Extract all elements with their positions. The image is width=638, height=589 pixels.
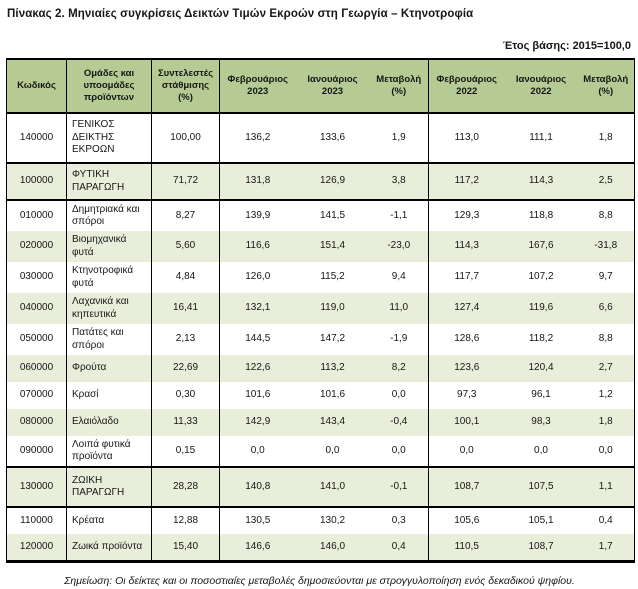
table-row xyxy=(7,324,635,355)
cell-weight: 0,15 xyxy=(152,436,220,467)
cell-feb2022: 128,6 xyxy=(454,333,480,345)
cell-weight: 8,27 xyxy=(152,200,220,231)
cell-feb2022: 108,7 xyxy=(429,467,505,507)
cell-change2023: 3,8 xyxy=(370,163,429,200)
cell-feb2023: 126,0 xyxy=(245,271,271,283)
cell-change2022: 0,0 xyxy=(598,444,613,456)
cell-change2023: -1,1 xyxy=(370,200,429,231)
cell-jan2022: 114,3 xyxy=(505,163,578,200)
cell-feb2022: 117,7 xyxy=(454,271,479,283)
cell-jan2022: 107,2 xyxy=(528,271,554,283)
cell-change2023: 0,0 xyxy=(370,382,429,409)
cell-feb2023: 136,2 xyxy=(220,113,296,163)
cell-change2023: 0,0 xyxy=(370,436,429,467)
table-row xyxy=(7,200,635,231)
cell-jan2023: 147,2 xyxy=(319,333,346,345)
cell-name: Κρασί xyxy=(67,382,152,409)
cell-feb2022: 114,3 xyxy=(429,231,505,262)
cell-name: Κτηνοτροφικά φυτά xyxy=(67,262,152,293)
cell-jan2022: 167,6 xyxy=(505,231,578,262)
cell-feb2022: 97,3 xyxy=(457,389,477,401)
table-row xyxy=(7,231,635,262)
cell-change2022: 8,8 xyxy=(598,333,613,345)
cell-change2023: 0,4 xyxy=(370,534,429,561)
cell-code: 100000 xyxy=(7,163,67,200)
cell-code: 050000 xyxy=(7,324,67,355)
column-header-jan2023: Ιανουάριος 2023 xyxy=(296,59,370,113)
cell-jan2023: 115,2 xyxy=(320,271,345,283)
cell-weight: 5,60 xyxy=(152,231,220,262)
table-row xyxy=(7,355,635,382)
cell-jan2022: 107,5 xyxy=(505,467,578,507)
cell-jan2023: 130,2 xyxy=(319,514,346,526)
cell-weight: 2,13 xyxy=(152,324,220,355)
cell-change2023: -23,0 xyxy=(370,231,429,262)
cell-code: 060000 xyxy=(7,355,67,382)
cell-jan2022: 96,1 xyxy=(531,389,551,401)
cell-jan2022: 118,8 xyxy=(528,209,554,221)
cell-feb2023: 144,5 xyxy=(245,333,271,345)
cell-change2022: 2,7 xyxy=(578,355,635,382)
cell-code: 080000 xyxy=(7,409,67,436)
cell-change2023: -1,9 xyxy=(370,324,429,355)
cell-weight: 15,40 xyxy=(152,534,220,561)
cell-jan2022: 98,3 xyxy=(505,409,578,436)
cell-name: Λοιπά φυτικά προϊόντα xyxy=(67,436,152,467)
cell-feb2023: 101,6 xyxy=(245,389,271,401)
cell-change2022: -31,8 xyxy=(578,231,635,262)
cell-change2022: 8,8 xyxy=(598,209,613,221)
cell-name: Φρούτα xyxy=(67,355,152,382)
cell-jan2022: 108,7 xyxy=(505,534,578,561)
cell-change2022: 1,7 xyxy=(578,534,635,561)
cell-code: 030000 xyxy=(7,262,67,293)
cell-change2022: 6,6 xyxy=(578,293,635,324)
cell-weight: 0,30 xyxy=(152,382,220,409)
table-row-animal-production xyxy=(7,467,635,507)
table-row-general-index xyxy=(7,113,635,163)
cell-feb2022: 110,5 xyxy=(429,534,505,561)
cell-code: 120000 xyxy=(7,534,67,561)
cell-feb2022: 129,3 xyxy=(454,209,480,221)
cell-change2022: 2,5 xyxy=(578,163,635,200)
column-header-code: Κωδικός xyxy=(7,59,67,113)
cell-feb2022: 0,0 xyxy=(459,444,474,456)
base-year-label: Έτος βάσης: 2015=100,0 xyxy=(502,40,631,52)
cell-feb2023: 0,0 xyxy=(250,444,265,456)
cell-name: Πατάτες και σπόροι xyxy=(67,324,152,355)
cell-change2022: 1,8 xyxy=(578,409,635,436)
cell-weight: 100,00 xyxy=(152,113,220,163)
cell-weight: 71,72 xyxy=(152,163,220,200)
table-row xyxy=(7,507,635,534)
cell-change2022: 9,7 xyxy=(598,271,613,283)
cell-jan2023: 119,0 xyxy=(296,293,370,324)
cell-code: 130000 xyxy=(7,467,67,507)
cell-feb2023: 131,8 xyxy=(220,163,296,200)
cell-feb2022: 117,2 xyxy=(429,163,505,200)
page-title: Πίνακας 2. Μηνιαίες συγκρίσεις Δεικτών Τιμών Εκροών στη Γεωργία – Κτηνοτροφία xyxy=(7,8,474,20)
cell-name: Ελαιόλαδο xyxy=(67,409,152,436)
cell-feb2023: 116,6 xyxy=(220,231,296,262)
column-header-weights: Συντελεστές στάθμισης (%) xyxy=(152,59,220,113)
cell-code: 010000 xyxy=(7,200,67,231)
cell-feb2023: 140,8 xyxy=(220,467,296,507)
cell-feb2023: 122,6 xyxy=(220,355,296,382)
column-header-change2022: Μεταβολή (%) xyxy=(578,59,635,113)
price-index-table xyxy=(6,58,635,563)
cell-change2022: 1,2 xyxy=(598,389,613,401)
cell-weight: 12,88 xyxy=(152,507,220,534)
cell-change2022: 1,1 xyxy=(578,467,635,507)
cell-jan2023: 146,0 xyxy=(296,534,370,561)
cell-name: Κρέατα xyxy=(67,507,152,534)
cell-change2023: 11,0 xyxy=(370,293,429,324)
table-row xyxy=(7,436,635,467)
cell-feb2023: 130,5 xyxy=(245,514,271,526)
cell-weight: 16,41 xyxy=(152,293,220,324)
cell-feb2022: 113,0 xyxy=(429,113,505,163)
cell-name: ΖΩΙΚΗ ΠΑΡΑΓΩΓΗ xyxy=(67,467,152,507)
cell-feb2023: 132,1 xyxy=(220,293,296,324)
cell-code: 020000 xyxy=(7,231,67,262)
cell-feb2022: 127,4 xyxy=(429,293,505,324)
cell-jan2022: 0,0 xyxy=(534,444,548,456)
column-header-jan2022: Ιανουάριος 2022 xyxy=(505,59,578,113)
column-header-groups: Ομάδες και υποομάδες προϊόντων xyxy=(67,59,152,113)
column-header-feb2022: Φεβρουάριος 2022 xyxy=(429,59,505,113)
cell-jan2022: 118,2 xyxy=(528,333,554,345)
cell-feb2022: 100,1 xyxy=(429,409,505,436)
table-row xyxy=(7,409,635,436)
cell-change2023: -0,4 xyxy=(370,409,429,436)
cell-jan2022: 119,6 xyxy=(505,293,578,324)
cell-jan2023: 143,4 xyxy=(296,409,370,436)
cell-jan2023: 151,4 xyxy=(296,231,370,262)
table-row xyxy=(7,382,635,409)
cell-feb2023: 142,9 xyxy=(220,409,296,436)
cell-code: 090000 xyxy=(7,436,67,467)
footnote: Σημείωση: Οι δείκτες και οι ποσοστιαίες μεταβολές δημοσιεύονται με στρογγυλοποίηση ενός δεκαδικού ψηφίου. xyxy=(64,574,575,587)
cell-code: 110000 xyxy=(7,507,67,534)
cell-weight: 4,84 xyxy=(152,262,220,293)
cell-feb2023: 146,6 xyxy=(220,534,296,561)
table-row-plant-production xyxy=(7,163,635,200)
cell-change2023: 1,9 xyxy=(370,113,429,163)
cell-change2022: 0,4 xyxy=(598,514,613,526)
column-header-change2023: Μεταβολή (%) xyxy=(370,59,429,113)
cell-change2023: 0,3 xyxy=(370,507,429,534)
cell-jan2023: 133,6 xyxy=(296,113,370,163)
cell-name: Λαχανικά και κηπευτικά xyxy=(67,293,152,324)
cell-name: ΓΕΝΙΚΟΣ ΔΕΙΚΤΗΣ ΕΚΡΟΩΝ xyxy=(67,113,152,163)
cell-change2022: 1,8 xyxy=(578,113,635,163)
cell-jan2023: 126,9 xyxy=(296,163,370,200)
cell-feb2023: 139,9 xyxy=(245,209,271,221)
table-row xyxy=(7,534,635,561)
table-row xyxy=(7,262,635,293)
cell-code: 040000 xyxy=(7,293,67,324)
cell-change2023: 9,4 xyxy=(370,262,429,293)
cell-change2023: -0,1 xyxy=(370,467,429,507)
cell-code: 070000 xyxy=(7,382,67,409)
cell-name: Βιομηχανικά φυτά xyxy=(67,231,152,262)
cell-jan2023: 113,2 xyxy=(296,355,370,382)
cell-jan2023: 141,0 xyxy=(296,467,370,507)
column-header-feb2023: Φεβρουάριος 2023 xyxy=(220,59,296,113)
cell-feb2022: 105,6 xyxy=(454,514,480,526)
cell-name: ΦΥΤΙΚΗ ΠΑΡΑΓΩΓΗ xyxy=(67,163,152,200)
cell-weight: 28,28 xyxy=(152,467,220,507)
cell-jan2023: 0,0 xyxy=(325,444,340,456)
cell-change2023: 8,2 xyxy=(370,355,429,382)
header-row xyxy=(7,59,635,113)
table-row xyxy=(7,293,635,324)
cell-name: Δημητριακά και σπόροι xyxy=(67,200,152,231)
cell-jan2022: 105,1 xyxy=(528,514,554,526)
cell-jan2022: 120,4 xyxy=(505,355,578,382)
cell-code: 140000 xyxy=(7,113,67,163)
cell-feb2022: 123,6 xyxy=(429,355,505,382)
cell-jan2023: 101,6 xyxy=(319,389,346,401)
cell-name: Ζωικά προϊόντα xyxy=(67,534,152,561)
cell-jan2022: 111,1 xyxy=(505,113,578,163)
cell-weight: 11,33 xyxy=(152,409,220,436)
cell-jan2023: 141,5 xyxy=(319,209,346,221)
cell-weight: 22,69 xyxy=(152,355,220,382)
